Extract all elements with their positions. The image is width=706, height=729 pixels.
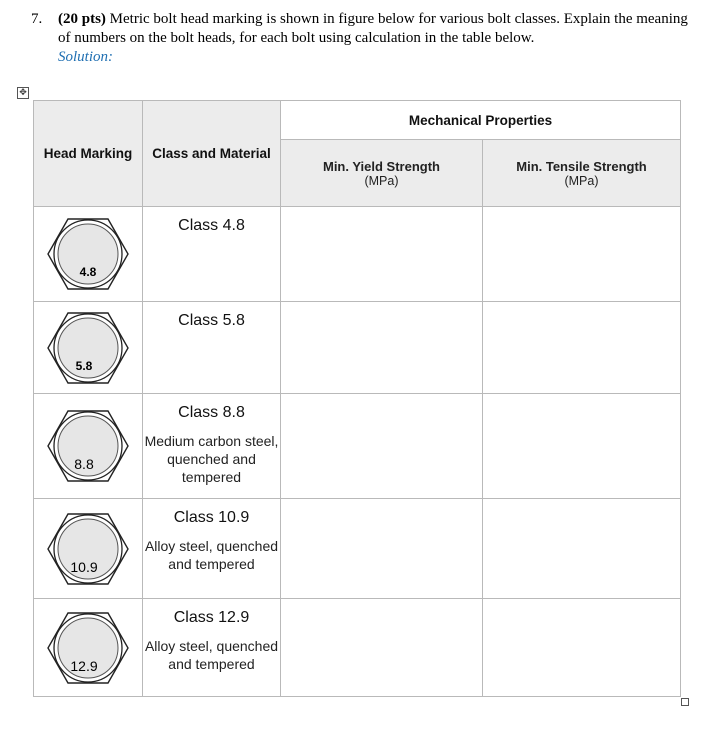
table-row: [34, 207, 681, 302]
table-move-icon[interactable]: ✥: [17, 87, 29, 99]
class-cell: [143, 207, 281, 302]
tensile-cell[interactable]: [483, 394, 681, 499]
table-row: [34, 394, 681, 499]
class-material: Medium carbon steel, quenched and tempered: [144, 433, 279, 485]
tensile-cell[interactable]: [483, 207, 681, 302]
question-points: (20 pts): [58, 11, 106, 27]
svg-text:12.9: 12.9: [70, 657, 98, 674]
header-yield: [281, 140, 483, 207]
header-tensile: [483, 140, 681, 207]
header-mechanical-properties: Mechanical Properties: [281, 101, 681, 140]
header-tensile-label: Min. Tensile Strength: [516, 158, 647, 174]
table-resize-handle[interactable]: [681, 698, 689, 706]
class-name: Class 12.9: [173, 609, 250, 626]
bolt-head-icon: [46, 408, 130, 484]
head-marking-cell: [34, 207, 143, 302]
tensile-cell[interactable]: [483, 302, 681, 394]
yield-cell[interactable]: [281, 499, 483, 599]
class-name: Class 4.8: [178, 217, 245, 234]
svg-text:5.8: 5.8: [75, 358, 93, 373]
yield-cell[interactable]: [281, 599, 483, 697]
bolt-head-icon: [46, 610, 130, 686]
table-row: [34, 599, 681, 697]
svg-text:8.8: 8.8: [74, 456, 94, 472]
bolt-head-icon: [46, 310, 130, 386]
class-name: Class 10.9: [173, 509, 250, 526]
header-head-marking: Head Marking: [34, 101, 143, 207]
header-class-material: Class and Material: [143, 101, 281, 207]
header-tensile-unit: (MPa): [564, 173, 599, 188]
class-name: Class 8.8: [178, 404, 245, 421]
class-cell: [143, 394, 281, 499]
head-marking-cell: [34, 599, 143, 697]
bolt-head-icon: [46, 511, 130, 587]
head-marking-cell: [34, 394, 143, 499]
header-yield-unit: (MPa): [364, 173, 399, 188]
tensile-cell[interactable]: [483, 499, 681, 599]
class-material: Alloy steel, quenched and tempered: [144, 638, 279, 672]
svg-text:4.8: 4.8: [79, 265, 97, 279]
yield-cell[interactable]: [281, 302, 483, 394]
head-marking-cell: [34, 499, 143, 599]
header-yield-label: Min. Yield Strength: [322, 158, 440, 174]
bolt-head-icon: [46, 216, 130, 292]
class-cell: [143, 499, 281, 599]
class-cell: [143, 302, 281, 394]
head-marking-cell: [34, 302, 143, 394]
bolt-properties-table: [33, 100, 681, 697]
class-material: Alloy steel, quenched and tempered: [144, 538, 279, 572]
question-number: 7.: [31, 11, 43, 27]
table-row: [34, 499, 681, 599]
table-row: [34, 302, 681, 394]
yield-cell[interactable]: [281, 207, 483, 302]
tensile-cell[interactable]: [483, 599, 681, 697]
question-text: [58, 10, 698, 48]
class-name: Class 5.8: [178, 312, 245, 329]
svg-text:10.9: 10.9: [70, 558, 98, 575]
class-cell: [143, 599, 281, 697]
yield-cell[interactable]: [281, 394, 483, 499]
solution-label[interactable]: Solution:: [58, 49, 113, 65]
question-body: Metric bolt head marking is shown in figure below for various bolt classes. Explain the meaning of numbers on the bolt heads, for each bolt using calculation in the table below.: [58, 11, 688, 46]
